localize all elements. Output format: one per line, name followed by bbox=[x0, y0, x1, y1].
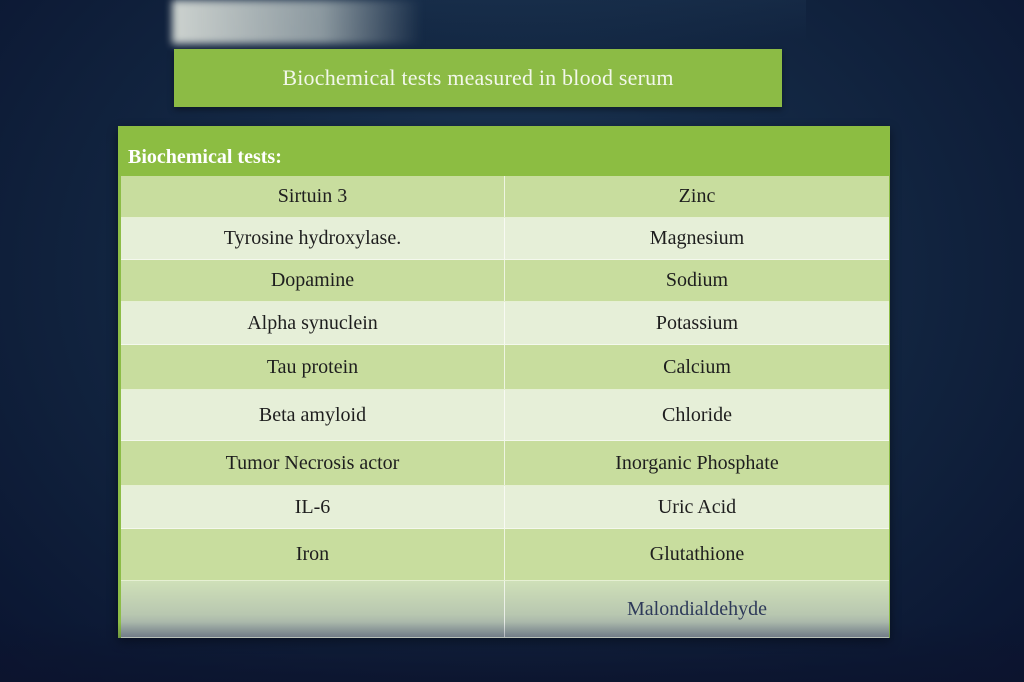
table-row bbox=[121, 486, 889, 529]
table-cell-left: Tumor Necrosis actor bbox=[121, 441, 505, 485]
table-cell-left: Iron bbox=[121, 529, 505, 580]
table-cell-left: Sirtuin 3 bbox=[121, 176, 505, 217]
table-cell-left: Dopamine bbox=[121, 260, 505, 301]
table-cell-left: Beta amyloid bbox=[121, 390, 505, 440]
table-cell-left bbox=[121, 581, 505, 637]
table-row bbox=[121, 529, 889, 581]
slide-title: Biochemical tests measured in blood serum bbox=[282, 65, 674, 90]
table-header-label: Biochemical tests: bbox=[128, 146, 282, 168]
table-cell-right: Uric Acid bbox=[657, 495, 737, 518]
slide-title-banner bbox=[174, 49, 782, 107]
biochemical-tests-table bbox=[118, 126, 890, 638]
table-cell-right: Calcium bbox=[663, 355, 731, 378]
table-row bbox=[121, 441, 889, 486]
table-cell-right: Magnesium bbox=[649, 227, 745, 249]
table-row bbox=[121, 581, 889, 638]
table-row bbox=[121, 218, 889, 260]
table-cell-left: Alpha synuclein bbox=[121, 302, 505, 344]
table-cell-right: Zinc bbox=[678, 185, 716, 207]
top-glare bbox=[172, 0, 422, 44]
table-row bbox=[121, 176, 889, 218]
table-cell-right: Inorganic Phosphate bbox=[615, 451, 779, 474]
table-row bbox=[121, 345, 889, 390]
table-cell-left: Tau protein bbox=[121, 345, 505, 389]
table-cell-right: Potassium bbox=[655, 311, 739, 334]
table-cell-right: Sodium bbox=[665, 269, 729, 291]
table-cell-right: Glutathione bbox=[649, 543, 745, 565]
table-body bbox=[121, 176, 889, 638]
table-cell-left: IL-6 bbox=[121, 486, 505, 528]
table-cell-left: Tyrosine hydroxylase. bbox=[121, 218, 505, 259]
table-row bbox=[121, 390, 889, 441]
table-header bbox=[118, 126, 890, 176]
table-cell-right: Chloride bbox=[662, 403, 732, 426]
table-cell-right: Malondialdehyde bbox=[627, 597, 767, 620]
table-row bbox=[121, 302, 889, 345]
table-row bbox=[121, 260, 889, 302]
